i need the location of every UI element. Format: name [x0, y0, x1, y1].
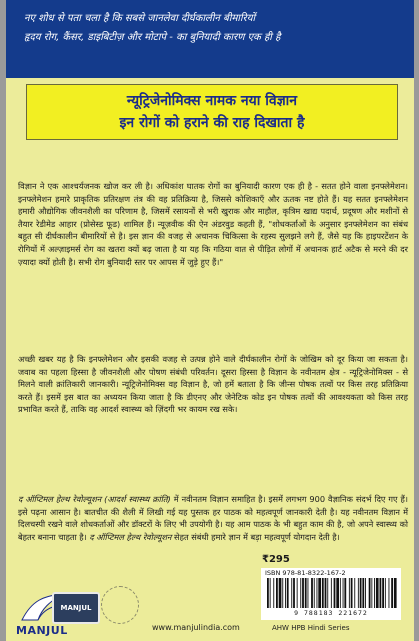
tagline-line-2: हृदय रोग, कैंसर, डाइबिटीज़ और मोटापे - का बुनियादी कारण एक ही है: [24, 32, 281, 43]
book-title-italic: द ऑप्टिमल हेल्थ रेवोल्यूशन (आदर्श स्वास्थ्य क्रांति): [18, 494, 171, 504]
publisher-url: www.manjulindia.com: [152, 623, 240, 632]
sticker-text: MANJUL: [60, 604, 92, 612]
series-label: AHW HPB Hindi Series: [272, 624, 350, 632]
barcode-icon: [265, 578, 397, 608]
body-paragraph-2: अच्छी खबर यह है कि इनफ्लेमेशन और इसकी वजह से उत्पन्न होने वाले दीर्घकालीन रोगों के जोखिम को दूर किया जा सकता है। जवाब का पहला हिस्सा है जीवनशैली और पोषण संबंधी परिवर्तन। दूसरा हिस्सा है विज्ञान के नवीनतम क्षेत्र - न्यूट्रिजेनोमिक्स - से मिलने वाली क्रांतिकारी जानकारी। न्यूट्रिजेनोमिक्स वह विज्ञान है, जो हमें बताता है कि जीन्स पोषक तत्वों पर किस तरह प्रतिक्रिया करते हैं। इसमें इस बात का अध्ययन किया जाता है कि डीएनए और जेनेटिक कोड इन पोषक तत्वों की आवश्यकता को किस तरह प्रभावित करते हैं, ताकि वह आदर्श स्वास्थ्य को ज़िंदगी भर कायम रख सके।: [18, 354, 408, 415]
book-title-italic-2: द ऑप्टिमल हेल्थ रेवोल्यूशन: [89, 531, 172, 542]
body-paragraph-1: विज्ञान ने एक आश्चर्यजनक खोज कर ली है। अधिकांश घातक रोगों का बुनियादी कारण एक ही है - सतत होने वाला इनफ्लेमेशन। इनफ्लेमेशन हमारे प्राकृतिक प्रतिरक्षण तंत्र की वह प्रतिक्रिया है, जिससे कोशिकाएँ और ऊतक नष्ट होते हैं। यह सतत इनफ्लेमेशन हमारी औद्योगिक जीवनशैली का परिणाम है, जिसमें रसायनों से भरी खुराक और माहौल, कृत्रिम खाद्य पदार्थ, प्रदूषण और मशीनों से तैयार रेडीमेड आहार (प्रोसेस्ड फूड) शामिल हैं। न्यूज़वीक की ऐन अंडरवुड कहती हैं, "शोधकर्ताओं के अनुसार इनफ्लेमेशन का संबंध बहुत सी दीर्घकालीन बीमारियों से है। इस ज्ञान की वजह से अचानक चिकित्सा के रहस्य सुलझने लगे हैं, जैसे यह कि हाइपरटेंशन के रोगियों में अल्ज़ाइमर्स रोग का खतरा क्यों बढ़ जाता है या यह कि गठिया वात से पीड़ित लोगों में अचानक हार्ट अटैक से मरने की दर ज़्यादा क्यों होती है। सभी रोग बुनियादी स्तर पर आपस में जुड़े हुए हैं।": [18, 181, 408, 267]
headline-box: [26, 84, 398, 140]
headline-line-2: इन रोगों को हराने की राह दिखाता है: [119, 115, 305, 131]
isbn-text: ISBN 978-81-8322-167-2: [265, 569, 346, 577]
publisher-logo-text: MANJUL: [16, 624, 68, 637]
body-paragraph-3: [18, 493, 408, 543]
barcode-block: [261, 568, 401, 620]
headline-line-1: न्यूट्रिजेनोमिक्स नामक नया विज्ञान: [126, 93, 298, 109]
back-cover: [6, 0, 414, 641]
publisher-sticker: [52, 592, 100, 624]
paragraph-3-end: सेहत संबंधी हमारे ज्ञान में बड़ा महत्वपूर्ण योगदान देती है।: [171, 531, 340, 542]
tagline: [24, 9, 404, 47]
seal-stamp: [101, 586, 139, 624]
paragraph-3-text: में नवीनतम विज्ञान समाहित है। इसमें लगभग 900 वैज्ञानिक संदर्भ दिए गए हैं। इसे पढ़ना आसान है। बातचीत की शैली में लिखी गई यह पुस्तक हर पाठक को महत्वपूर्ण जानकारी देती है। यह नवीनतम विज्ञान में दिलचस्पी रखने वाले शोधकर्ताओं और डॉक्टरों के लिए भी उपयोगी है। यह आम पाठक के भी बहुत काम की है, जो अपने स्वास्थ्य को बेहतर बनाना चाहता है।: [18, 494, 408, 542]
barcode-number: 9 788183 221672: [294, 609, 368, 617]
tagline-line-1: नए शोध से पता चला है कि सबसे जानलेवा दीर्घकालीन बीमारियों: [24, 13, 256, 24]
price: ₹295: [262, 554, 290, 565]
top-band: [6, 0, 414, 78]
